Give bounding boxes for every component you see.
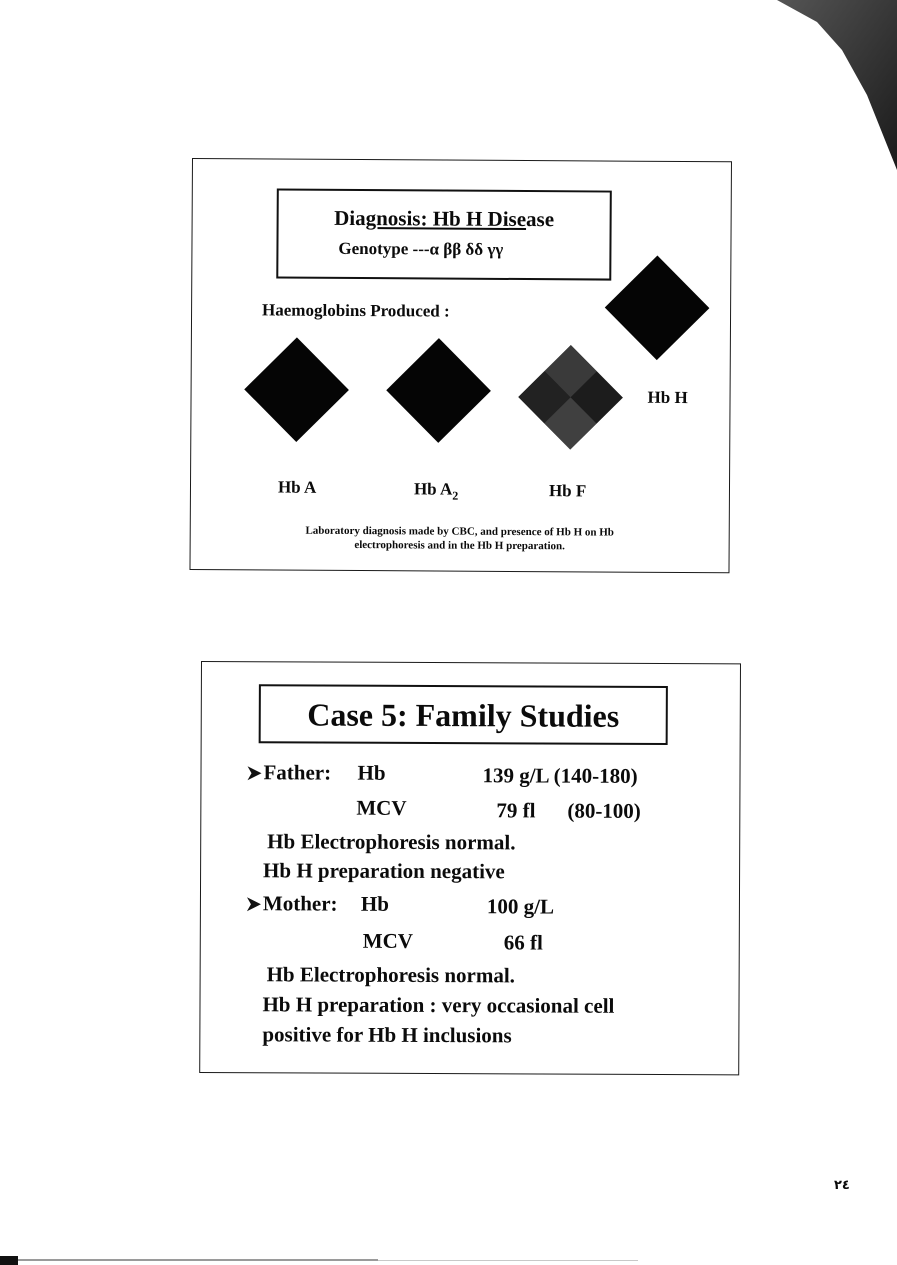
- slide-hbh-diagnosis: [189, 158, 732, 573]
- hb-h-label: Hb H: [647, 387, 688, 408]
- mother-hb-label: Hb: [360, 891, 390, 916]
- hb-a2-diamond: [386, 338, 491, 443]
- hb-a-label: Hb A: [277, 477, 317, 497]
- mother-hb-value: 100 g/L: [486, 894, 555, 919]
- father-hb-label: Hb: [357, 760, 386, 785]
- slide-family-studies: [199, 661, 741, 1075]
- father-electrophoresis: Hb Electrophoresis normal.: [267, 829, 516, 855]
- hb-f-diamond: [518, 345, 623, 450]
- father-preparation: Hb H preparation negative: [263, 858, 505, 884]
- diagnosis-title: Diagnosis: Hb H Disease: [334, 205, 555, 232]
- family-studies-title: Case 5: Family Studies: [307, 696, 620, 734]
- mother-mcv-value: 66 fl: [503, 930, 543, 955]
- mother-mcv-label: MCV: [362, 928, 413, 953]
- father-label: Father:: [263, 760, 332, 785]
- page-number: ٢٤: [834, 1178, 850, 1193]
- diagnosis-title-box: [276, 189, 612, 281]
- hb-a2-label: Hb $A_2$: [413, 479, 459, 503]
- lab-diagnosis-footnote: Laboratory diagnosis made by CBC, and presence of Hb H on Hb electrophoresis and in the Hb H preparation.: [305, 524, 614, 553]
- family-studies-title-box: [259, 684, 668, 745]
- mother-label: Mother:: [262, 891, 338, 916]
- hb-f-label: Hb F: [548, 481, 587, 501]
- father-hb-value: 139 g/L (140-180): [482, 763, 638, 788]
- mother-preparation-line1: Hb H preparation : very occasional cell: [262, 992, 615, 1018]
- hb-a-diamond: [244, 337, 349, 442]
- genotype-text: Genotype ---α ββ δδ γγ: [338, 238, 504, 259]
- father-mcv-range: (80-100): [567, 798, 641, 823]
- arrowhead-bullet-icon: [245, 895, 263, 913]
- father-mcv-value: 79 fl: [496, 798, 536, 823]
- hb-h-diamond: [605, 256, 710, 361]
- mother-preparation-line2: positive for Hb H inclusions: [262, 1022, 512, 1048]
- father-mcv-label: MCV: [356, 795, 407, 820]
- mother-electrophoresis: Hb Electrophoresis normal.: [266, 962, 515, 988]
- scan-edge-noise: [0, 1253, 897, 1265]
- haemoglobins-heading: Haemoglobins Produced :: [262, 300, 450, 321]
- arrowhead-bullet-icon: [245, 764, 263, 782]
- scan-corner-shadow: [737, 0, 897, 200]
